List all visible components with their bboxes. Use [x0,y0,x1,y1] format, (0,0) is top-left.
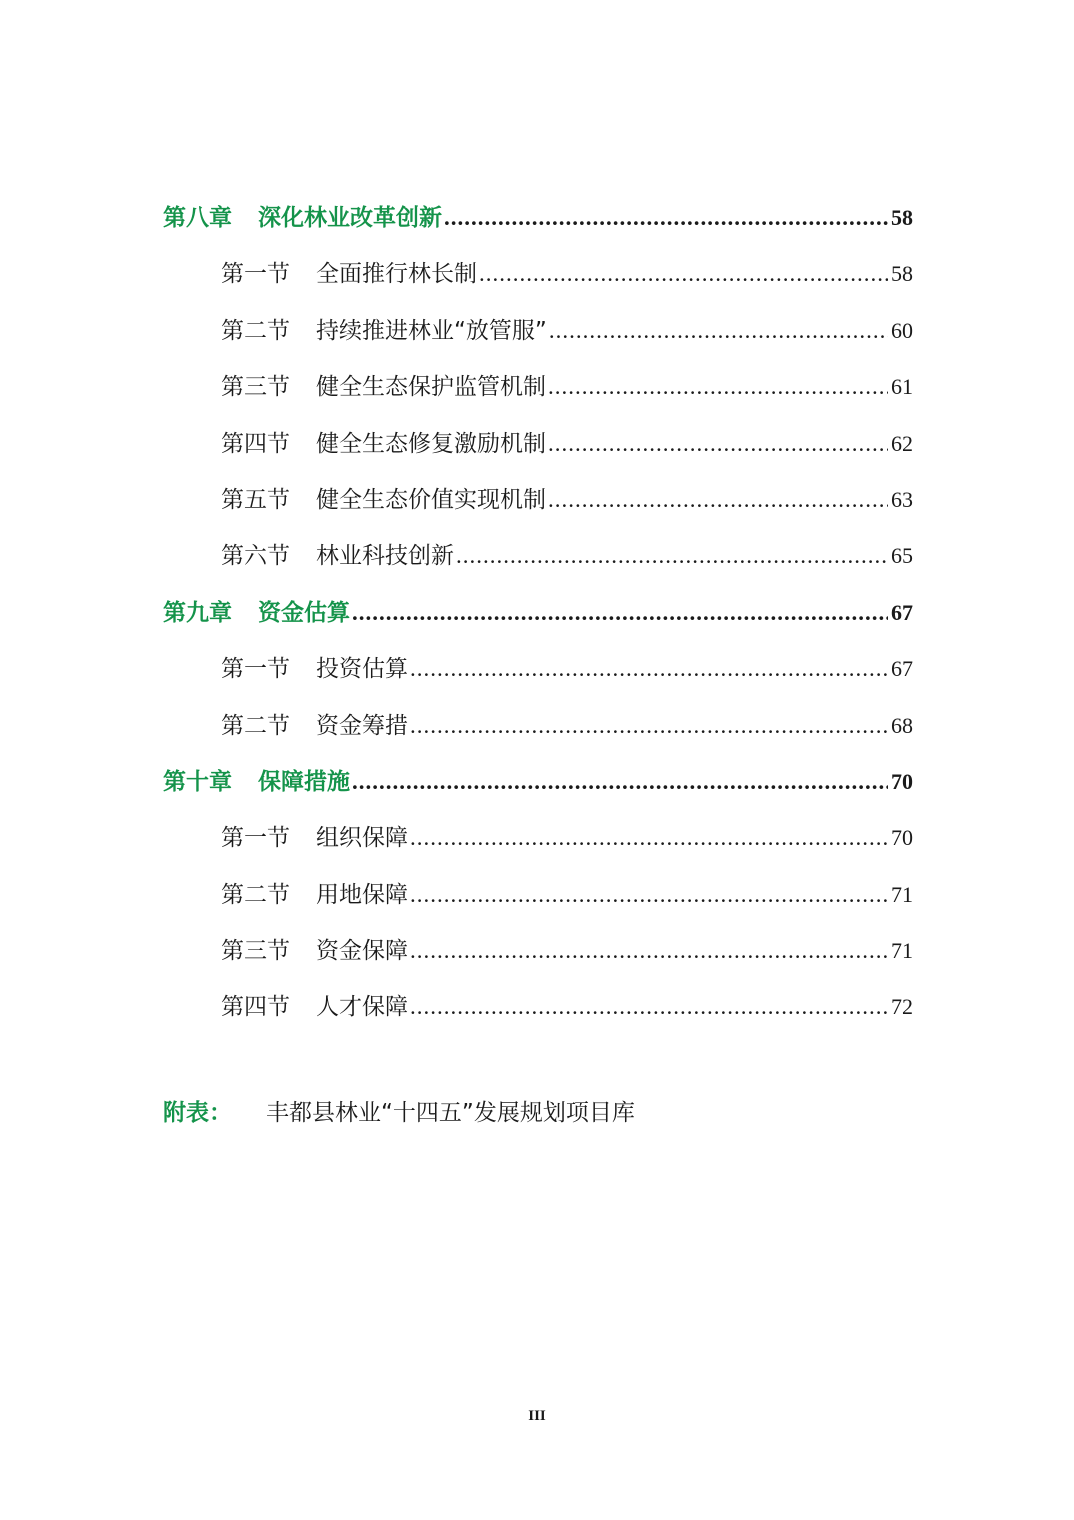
toc-leader-dots [410,810,888,866]
toc-entry-page: 70 [891,768,913,794]
toc-entry-number: 第一节 [221,656,290,683]
toc-entry-title: 用地保障 [316,881,408,908]
toc-leader-dots [549,303,888,359]
toc-entry-title: 健全生态修复激励机制 [316,430,546,457]
toc-entry-title: 林业科技创新 [316,543,454,570]
toc-section-10-1[interactable] [163,810,913,866]
toc-section-10-3[interactable] [163,923,913,979]
toc-entry-title: 全面推行林长制 [316,261,477,288]
toc-entry-title: 资金保障 [316,938,408,965]
toc-entry-page: 60 [891,317,913,343]
toc-leader-dots [352,754,888,810]
toc-leader-dots [352,585,888,641]
toc-entry-page: 67 [891,599,913,625]
toc-section-8-2[interactable] [163,303,913,359]
toc-section-9-1[interactable] [163,641,913,697]
toc-entry-title: 人才保障 [316,994,408,1021]
table-of-contents [163,190,913,1036]
toc-section-8-1[interactable] [163,246,913,302]
toc-entry-page: 61 [891,374,913,400]
toc-entry-page: 65 [891,543,913,569]
appendix-title: 丰都县林业“十四五”发展规划项目库 [266,1100,635,1126]
toc-entry-number: 第二节 [221,317,290,344]
toc-chapter-9[interactable] [163,585,913,641]
toc-leader-dots [456,528,888,584]
toc-leader-dots [548,416,888,472]
toc-section-8-5[interactable] [163,472,913,528]
toc-leader-dots [410,641,888,697]
toc-entry-title: 投资估算 [316,656,408,683]
toc-leader-dots [410,979,888,1035]
toc-entry-title: 深化林业改革创新 [258,205,442,231]
toc-entry-number: 第九章 [163,599,232,626]
toc-section-10-4[interactable] [163,979,913,1035]
toc-leader-dots [548,359,888,415]
toc-chapter-10[interactable] [163,754,913,810]
toc-entry-page: 71 [891,881,913,907]
toc-entry-page: 70 [891,825,913,851]
toc-entry-number: 第五节 [221,486,290,513]
toc-entry-page: 68 [891,712,913,738]
toc-entry-number: 第六节 [221,543,290,570]
toc-entry-number: 第四节 [221,994,290,1021]
toc-entry-number: 第四节 [221,430,290,457]
toc-entry-page: 72 [891,994,913,1020]
toc-leader-dots [444,190,888,246]
toc-entry-page: 58 [891,261,913,287]
toc-entry-title: 保障措施 [258,768,350,795]
toc-entry-number: 第一节 [221,825,290,852]
toc-leader-dots [548,472,888,528]
toc-entry-number: 第八章 [163,205,232,231]
toc-leader-dots [410,867,888,923]
toc-entry-page: 58 [891,205,913,230]
toc-entry-title: 组织保障 [316,825,408,852]
toc-entry-number: 第三节 [221,374,290,401]
toc-entry-page: 71 [891,938,913,964]
toc-section-10-2[interactable] [163,867,913,923]
appendix-entry[interactable] [163,1088,635,1138]
toc-entry-title: 健全生态价值实现机制 [316,486,546,513]
toc-section-8-3[interactable] [163,359,913,415]
toc-entry-title: 资金估算 [258,599,350,626]
toc-entry-number: 第十章 [163,768,232,795]
toc-leader-dots [410,698,888,754]
toc-entry-number: 第二节 [221,881,290,908]
page-number-footer: III [528,1408,546,1424]
toc-section-8-4[interactable] [163,416,913,472]
toc-entry-title: 健全生态保护监管机制 [316,374,546,401]
toc-section-8-6[interactable] [163,528,913,584]
toc-entry-number: 第三节 [221,938,290,965]
toc-section-9-2[interactable] [163,698,913,754]
toc-entry-number: 第一节 [221,261,290,288]
toc-entry-title: 资金筹措 [316,712,408,739]
appendix-label: 附表： [163,1100,232,1126]
toc-leader-dots [410,923,888,979]
toc-chapter-8[interactable] [163,190,913,246]
toc-entry-page: 63 [891,486,913,512]
toc-entry-page: 62 [891,430,913,456]
toc-entry-page: 67 [891,656,913,682]
toc-entry-title: 持续推进林业“放管服” [316,317,547,344]
toc-entry-number: 第二节 [221,712,290,739]
toc-leader-dots [479,246,888,302]
